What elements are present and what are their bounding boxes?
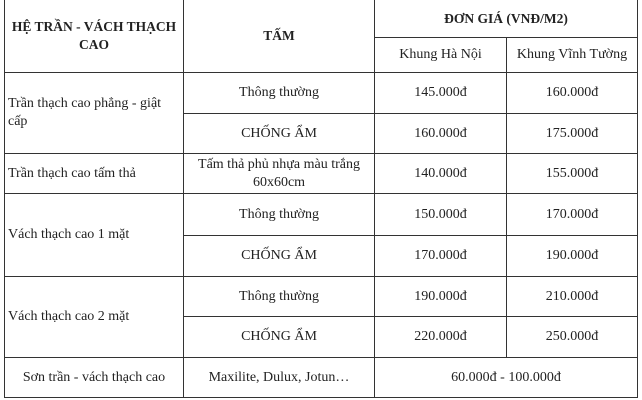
system-cell: Sơn trần - vách thạch cao xyxy=(5,358,184,398)
system-cell: Vách thạch cao 2 mặt xyxy=(5,277,184,358)
panel-cell: CHỐNG ẨM xyxy=(184,236,375,277)
table-row xyxy=(5,154,638,194)
price-hanoi: 170.000đ xyxy=(375,236,507,277)
price-hanoi: 140.000đ xyxy=(375,154,507,194)
price-vinhtuong: 160.000đ xyxy=(507,73,638,114)
panel-cell: Tấm thả phủ nhựa màu trắng 60x60cm xyxy=(184,154,375,194)
price-vinhtuong: 250.000đ xyxy=(507,317,638,358)
panel-cell: Thông thường xyxy=(184,277,375,317)
price-vinhtuong: 175.000đ xyxy=(507,114,638,154)
panel-cell: Thông thường xyxy=(184,73,375,114)
table-row xyxy=(5,358,638,398)
header-system: HỆ TRẦN - VÁCH THẠCH CAO xyxy=(5,0,184,73)
panel-cell: CHỐNG ẨM xyxy=(184,114,375,154)
table-row xyxy=(5,194,638,236)
price-vinhtuong: 190.000đ xyxy=(507,236,638,277)
price-vinhtuong: 210.000đ xyxy=(507,277,638,317)
header-panel: TẤM xyxy=(184,0,375,73)
panel-cell: Thông thường xyxy=(184,194,375,236)
header-hanoi: Khung Hà Nội xyxy=(375,38,507,73)
panel-cell: Maxilite, Dulux, Jotun… xyxy=(184,358,375,398)
table-row xyxy=(5,277,638,317)
price-hanoi: 145.000đ xyxy=(375,73,507,114)
header-vinhtuong: Khung Vĩnh Tường xyxy=(507,38,638,73)
panel-cell: CHỐNG ẨM xyxy=(184,317,375,358)
price-hanoi: 220.000đ xyxy=(375,317,507,358)
header-price: ĐƠN GIÁ (VNĐ/M2) xyxy=(375,0,638,38)
price-vinhtuong: 155.000đ xyxy=(507,154,638,194)
system-cell: Vách thạch cao 1 mặt xyxy=(5,194,184,277)
price-range: 60.000đ - 100.000đ xyxy=(375,358,638,398)
price-vinhtuong: 170.000đ xyxy=(507,194,638,236)
table-row xyxy=(5,73,638,114)
system-cell: Trần thạch cao tấm thả xyxy=(5,154,184,194)
system-cell: Trần thạch cao phẳng - giật cấp xyxy=(5,73,184,154)
price-table xyxy=(4,0,638,398)
price-hanoi: 190.000đ xyxy=(375,277,507,317)
price-hanoi: 150.000đ xyxy=(375,194,507,236)
price-hanoi: 160.000đ xyxy=(375,114,507,154)
